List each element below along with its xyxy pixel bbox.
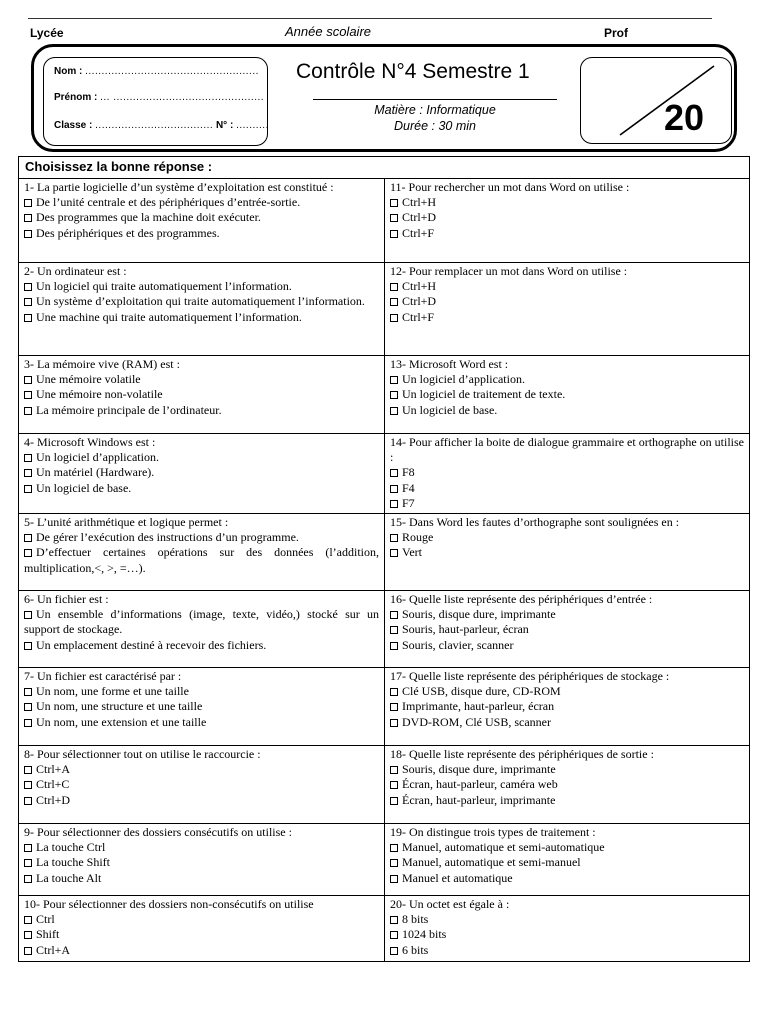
question-cell [385, 591, 750, 668]
class-label: Classe : [54, 120, 93, 131]
question-text: 3- La mémoire vive (RAM) est : [24, 357, 180, 371]
option-label: Manuel, automatique et semi-automatique [402, 840, 605, 855]
answer-option [390, 481, 744, 496]
answer-option [390, 496, 744, 511]
option-label: Un matériel (Hardware). [36, 465, 155, 480]
answer-option [24, 793, 379, 808]
question-cell [385, 434, 750, 514]
question-row [19, 179, 750, 263]
answer-option [390, 387, 744, 402]
question-text: 6- Un fichier est : [24, 592, 109, 607]
answer-option [390, 607, 744, 622]
checkbox[interactable] [24, 199, 32, 207]
checkbox[interactable] [390, 859, 398, 867]
checkbox[interactable] [390, 797, 398, 805]
option-label: Ctrl+D [402, 294, 437, 309]
answer-option [24, 943, 379, 958]
subject-label: Matière : Informatique [374, 103, 496, 117]
question-row [19, 824, 750, 896]
option-label: 8 bits [402, 912, 429, 927]
answer-option [390, 943, 744, 958]
class-dots: .................................... [95, 120, 214, 131]
checkbox[interactable] [390, 407, 398, 415]
option-label: Une mémoire non-volatile [36, 387, 163, 402]
question-cell [385, 746, 750, 824]
answer-option [390, 622, 744, 637]
question-text: 10- Pour sélectionner des dossiers non-consécutifs on utilise [24, 897, 314, 912]
option-label: Vert [402, 545, 422, 560]
answer-option [24, 372, 379, 387]
option-label: La touche Alt [36, 870, 102, 885]
question-text: 8- Pour sélectionner tout on utilise le raccourcie : [24, 747, 261, 762]
checkbox[interactable] [24, 469, 32, 477]
checkbox[interactable] [390, 875, 398, 883]
question-row [19, 591, 750, 668]
answer-option [390, 465, 744, 480]
checkbox[interactable] [24, 230, 32, 238]
question-cell [19, 746, 385, 824]
answer-option [390, 403, 744, 418]
checkbox[interactable] [390, 844, 398, 852]
option-label: Souris, disque dure, imprimante [402, 762, 556, 777]
answer-option [24, 927, 379, 942]
question-row [19, 356, 750, 434]
option-label: Un logiciel de traitement de texte. [402, 387, 566, 402]
question-cell [19, 896, 385, 962]
question-text: 18- Quelle liste représente des périphériques de sortie : [390, 747, 654, 762]
checkbox[interactable] [390, 283, 398, 291]
option-label: DVD-ROM, Clé USB, scanner [402, 714, 551, 729]
question-cell [385, 356, 750, 434]
answer-option [390, 840, 744, 855]
option-label: Souris, haut-parleur, écran [402, 622, 529, 637]
option-label: D’effectuer certaines opérations sur des données (l’addition, multiplication,<, >, =…). [24, 545, 379, 575]
answer-option [390, 294, 744, 309]
option-label: Imprimante, haut-parleur, écran [402, 699, 555, 714]
score-total: 20 [664, 97, 705, 138]
checkbox[interactable] [24, 781, 32, 789]
answer-option [390, 279, 744, 294]
checkbox[interactable] [390, 688, 398, 696]
answer-option [390, 927, 744, 942]
option-label: La mémoire principale de l’ordinateur. [36, 402, 222, 417]
title-underline [313, 99, 557, 100]
option-label: Un logiciel qui traite automatiquement l’information. [36, 279, 292, 294]
checkbox[interactable] [390, 376, 398, 384]
lycee-label: Lycée [30, 26, 64, 40]
option-label: Un logiciel de base. [402, 402, 498, 417]
first-name-label: Prénom : [54, 92, 98, 103]
checkbox[interactable] [390, 931, 398, 939]
option-label: La touche Shift [36, 855, 110, 870]
class-line [54, 120, 269, 131]
option-label: De l’unité centrale et des périphériques d’entrée-sortie. [36, 195, 301, 210]
answer-option [390, 195, 744, 210]
checkbox[interactable] [390, 719, 398, 727]
question-cell [19, 434, 385, 514]
option-label: Ctrl+A [36, 942, 71, 957]
option-label: Un logiciel d’application. [402, 372, 525, 387]
option-label: Ctrl+F [402, 225, 435, 240]
checkbox[interactable] [24, 454, 32, 462]
answer-option [390, 793, 744, 808]
question-cell [385, 668, 750, 746]
checkbox[interactable] [24, 283, 32, 291]
checkbox[interactable] [390, 549, 398, 557]
question-text: 2- Un ordinateur est : [24, 264, 127, 278]
checkbox[interactable] [390, 642, 398, 650]
answer-option [390, 226, 744, 241]
checkbox[interactable] [24, 916, 32, 924]
option-label: Écran, haut-parleur, imprimante [402, 792, 556, 807]
checkbox[interactable] [390, 230, 398, 238]
checkbox[interactable] [390, 485, 398, 493]
answer-option [24, 840, 379, 855]
answer-option [24, 912, 379, 927]
option-label: Une mémoire volatile [36, 372, 141, 387]
checkbox[interactable] [24, 844, 32, 852]
checkbox[interactable] [390, 703, 398, 711]
first-name-dots: ... .............................................. [100, 92, 265, 103]
checkbox[interactable] [24, 875, 32, 883]
option-label: Souris, clavier, scanner [402, 637, 514, 652]
answer-option [24, 450, 379, 465]
question-text: 5- L’unité arithmétique et logique permet : [24, 515, 229, 530]
answer-option [390, 912, 744, 927]
option-label: Un nom, une forme et une taille [36, 684, 189, 699]
checkbox[interactable] [24, 859, 32, 867]
option-label: 1024 bits [402, 927, 447, 942]
option-label: Ctrl+H [402, 279, 437, 294]
question-row [19, 746, 750, 824]
checkbox[interactable] [390, 947, 398, 955]
answer-option [24, 195, 379, 210]
answer-option [390, 762, 744, 777]
checkbox[interactable] [390, 500, 398, 508]
checkbox[interactable] [24, 688, 32, 696]
name-dots: ..................................................... [85, 66, 259, 77]
checkbox[interactable] [24, 703, 32, 711]
option-label: Des programmes que la machine doit exécuter. [36, 210, 261, 225]
option-label: Ctrl+F [402, 309, 435, 324]
question-row [19, 668, 750, 746]
question-row [19, 514, 750, 591]
question-cell [19, 514, 385, 591]
checkbox[interactable] [24, 931, 32, 939]
number-dots: .......... [236, 120, 269, 131]
answer-option [390, 855, 744, 870]
checkbox[interactable] [390, 916, 398, 924]
question-cell [385, 824, 750, 896]
answer-option [390, 871, 744, 886]
answer-option [24, 210, 379, 225]
checkbox[interactable] [390, 391, 398, 399]
option-label: Ctrl+D [402, 210, 437, 225]
answer-option [24, 777, 379, 792]
question-text: 16- Quelle liste représente des périphériques d’entrée : [390, 592, 653, 607]
number-label: N° : [215, 120, 234, 131]
question-text: 17- Quelle liste représente des périphériques de stockage : [390, 669, 670, 684]
instructions-row [19, 157, 750, 179]
answer-option [24, 715, 379, 730]
option-label: De gérer l’exécution des instructions d’un programme. [36, 530, 299, 545]
option-label: Manuel et automatique [402, 870, 513, 885]
answer-option [24, 465, 379, 480]
option-label: Ctrl [36, 912, 55, 927]
first-name-line [54, 92, 264, 103]
checkbox[interactable] [390, 469, 398, 477]
question-text: 15- Dans Word les fautes d’orthographe sont soulignées en : [390, 515, 680, 530]
answer-option [24, 403, 379, 418]
option-label: Clé USB, disque dure, CD-ROM [402, 684, 561, 699]
checkbox[interactable] [390, 766, 398, 774]
checkbox[interactable] [24, 485, 32, 493]
question-cell [385, 896, 750, 962]
option-label: Rouge [402, 530, 434, 545]
question-cell [385, 514, 750, 591]
subject-block [313, 102, 557, 134]
answer-option [24, 310, 379, 325]
checkbox[interactable] [390, 314, 398, 322]
answer-option [24, 294, 379, 309]
question-text: 1- La partie logicielle d’un système d’exploitation est constitué : [24, 180, 334, 194]
question-text: 20- Un octet est égale à : [390, 897, 510, 912]
question-text: 11- Pour rechercher un mot dans Word on utilise : [390, 180, 630, 194]
option-label: Ctrl+C [36, 777, 70, 792]
option-label: 6 bits [402, 942, 429, 957]
answer-option [24, 387, 379, 402]
questions-table [18, 156, 750, 962]
answer-option [24, 545, 379, 575]
answer-option [390, 530, 744, 545]
instructions-heading: Choisissez la bonne réponse : [19, 157, 750, 179]
option-label: Une machine qui traite automatiquement l’information. [36, 309, 302, 324]
question-text: 7- Un fichier est caractérisé par : [24, 669, 182, 684]
checkbox[interactable] [24, 298, 32, 306]
name-line [54, 66, 259, 77]
answer-option [390, 545, 744, 560]
checkbox[interactable] [24, 766, 32, 774]
answer-option [390, 210, 744, 225]
answer-option [24, 638, 379, 653]
option-label: Un nom, une structure et une taille [36, 699, 203, 714]
option-label: Un nom, une extension et une taille [36, 714, 207, 729]
answer-option [390, 699, 744, 714]
checkbox[interactable] [390, 214, 398, 222]
answer-option [390, 684, 744, 699]
option-label: Manuel, automatique et semi-manuel [402, 855, 581, 870]
checkbox[interactable] [24, 947, 32, 955]
checkbox[interactable] [24, 407, 32, 415]
option-label: F4 [402, 480, 415, 495]
checkbox[interactable] [24, 534, 32, 542]
option-label: F7 [402, 495, 415, 510]
top-rule [28, 18, 712, 19]
option-label: Shift [36, 927, 60, 942]
question-cell [385, 179, 750, 263]
answer-option [390, 777, 744, 792]
option-label: Un logiciel d’application. [36, 450, 159, 465]
checkbox[interactable] [24, 642, 32, 650]
answer-option [24, 530, 379, 545]
teacher-label: Prof [604, 26, 628, 40]
answer-option [24, 226, 379, 241]
checkbox[interactable] [24, 314, 32, 322]
checkbox[interactable] [390, 626, 398, 634]
school-year-label: Année scolaire [285, 24, 371, 39]
option-label: La touche Ctrl [36, 840, 106, 855]
answer-option [24, 279, 379, 294]
answer-option [24, 855, 379, 870]
option-label: Des périphériques et des programmes. [36, 225, 220, 240]
answer-option [390, 715, 744, 730]
name-label: Nom : [54, 66, 83, 77]
question-cell [19, 591, 385, 668]
question-cell [19, 263, 385, 356]
question-text: 9- Pour sélectionner des dossiers consécutifs on utilise : [24, 825, 292, 840]
checkbox[interactable] [390, 298, 398, 306]
option-label: Ctrl+H [402, 195, 437, 210]
checkbox[interactable] [390, 781, 398, 789]
question-text: 13- Microsoft Word est : [390, 357, 509, 371]
question-text: 14- Pour afficher la boite de dialogue grammaire et orthographe on utilise : [390, 435, 745, 465]
question-text: 12- Pour remplacer un mot dans Word on utilise : [390, 264, 628, 278]
option-label: Un emplacement destiné à recevoir des fichiers. [36, 637, 267, 652]
question-cell [19, 179, 385, 263]
answer-option [24, 762, 379, 777]
duration-label: Durée : 30 min [394, 119, 476, 133]
answer-option [24, 699, 379, 714]
answer-option [24, 481, 379, 496]
answer-option [390, 372, 744, 387]
answer-option [24, 684, 379, 699]
checkbox[interactable] [24, 549, 32, 557]
checkbox[interactable] [390, 611, 398, 619]
option-label: Ctrl+D [36, 792, 71, 807]
question-cell [385, 263, 750, 356]
checkbox[interactable] [24, 391, 32, 399]
question-cell [19, 668, 385, 746]
checkbox[interactable] [24, 214, 32, 222]
answer-option [390, 638, 744, 653]
question-row [19, 896, 750, 962]
checkbox[interactable] [24, 797, 32, 805]
option-label: F8 [402, 465, 415, 480]
answer-option [24, 607, 379, 637]
checkbox[interactable] [24, 719, 32, 727]
option-label: Écran, haut-parleur, caméra web [402, 777, 558, 792]
checkbox[interactable] [390, 534, 398, 542]
answer-option [390, 310, 744, 325]
question-text: 19- On distingue trois types de traitement : [390, 825, 596, 840]
exam-title: Contrôle N°4 Semestre 1 [296, 60, 530, 83]
option-label: Un ensemble d’informations (image, texte, vidéo,) stocké sur un support de stockage. [24, 607, 379, 637]
question-row [19, 263, 750, 356]
answer-option [24, 871, 379, 886]
option-label: Un système d’exploitation qui traite automatiquement l’information. [36, 294, 365, 309]
option-label: Souris, disque dure, imprimante [402, 607, 556, 622]
question-text: 4- Microsoft Windows est : [24, 435, 156, 449]
checkbox[interactable] [390, 199, 398, 207]
question-cell [19, 824, 385, 896]
question-row [19, 434, 750, 514]
checkbox[interactable] [24, 376, 32, 384]
option-label: Ctrl+A [36, 762, 71, 777]
score-slash [580, 57, 732, 144]
question-cell [19, 356, 385, 434]
option-label: Un logiciel de base. [36, 480, 132, 495]
checkbox[interactable] [24, 611, 32, 619]
